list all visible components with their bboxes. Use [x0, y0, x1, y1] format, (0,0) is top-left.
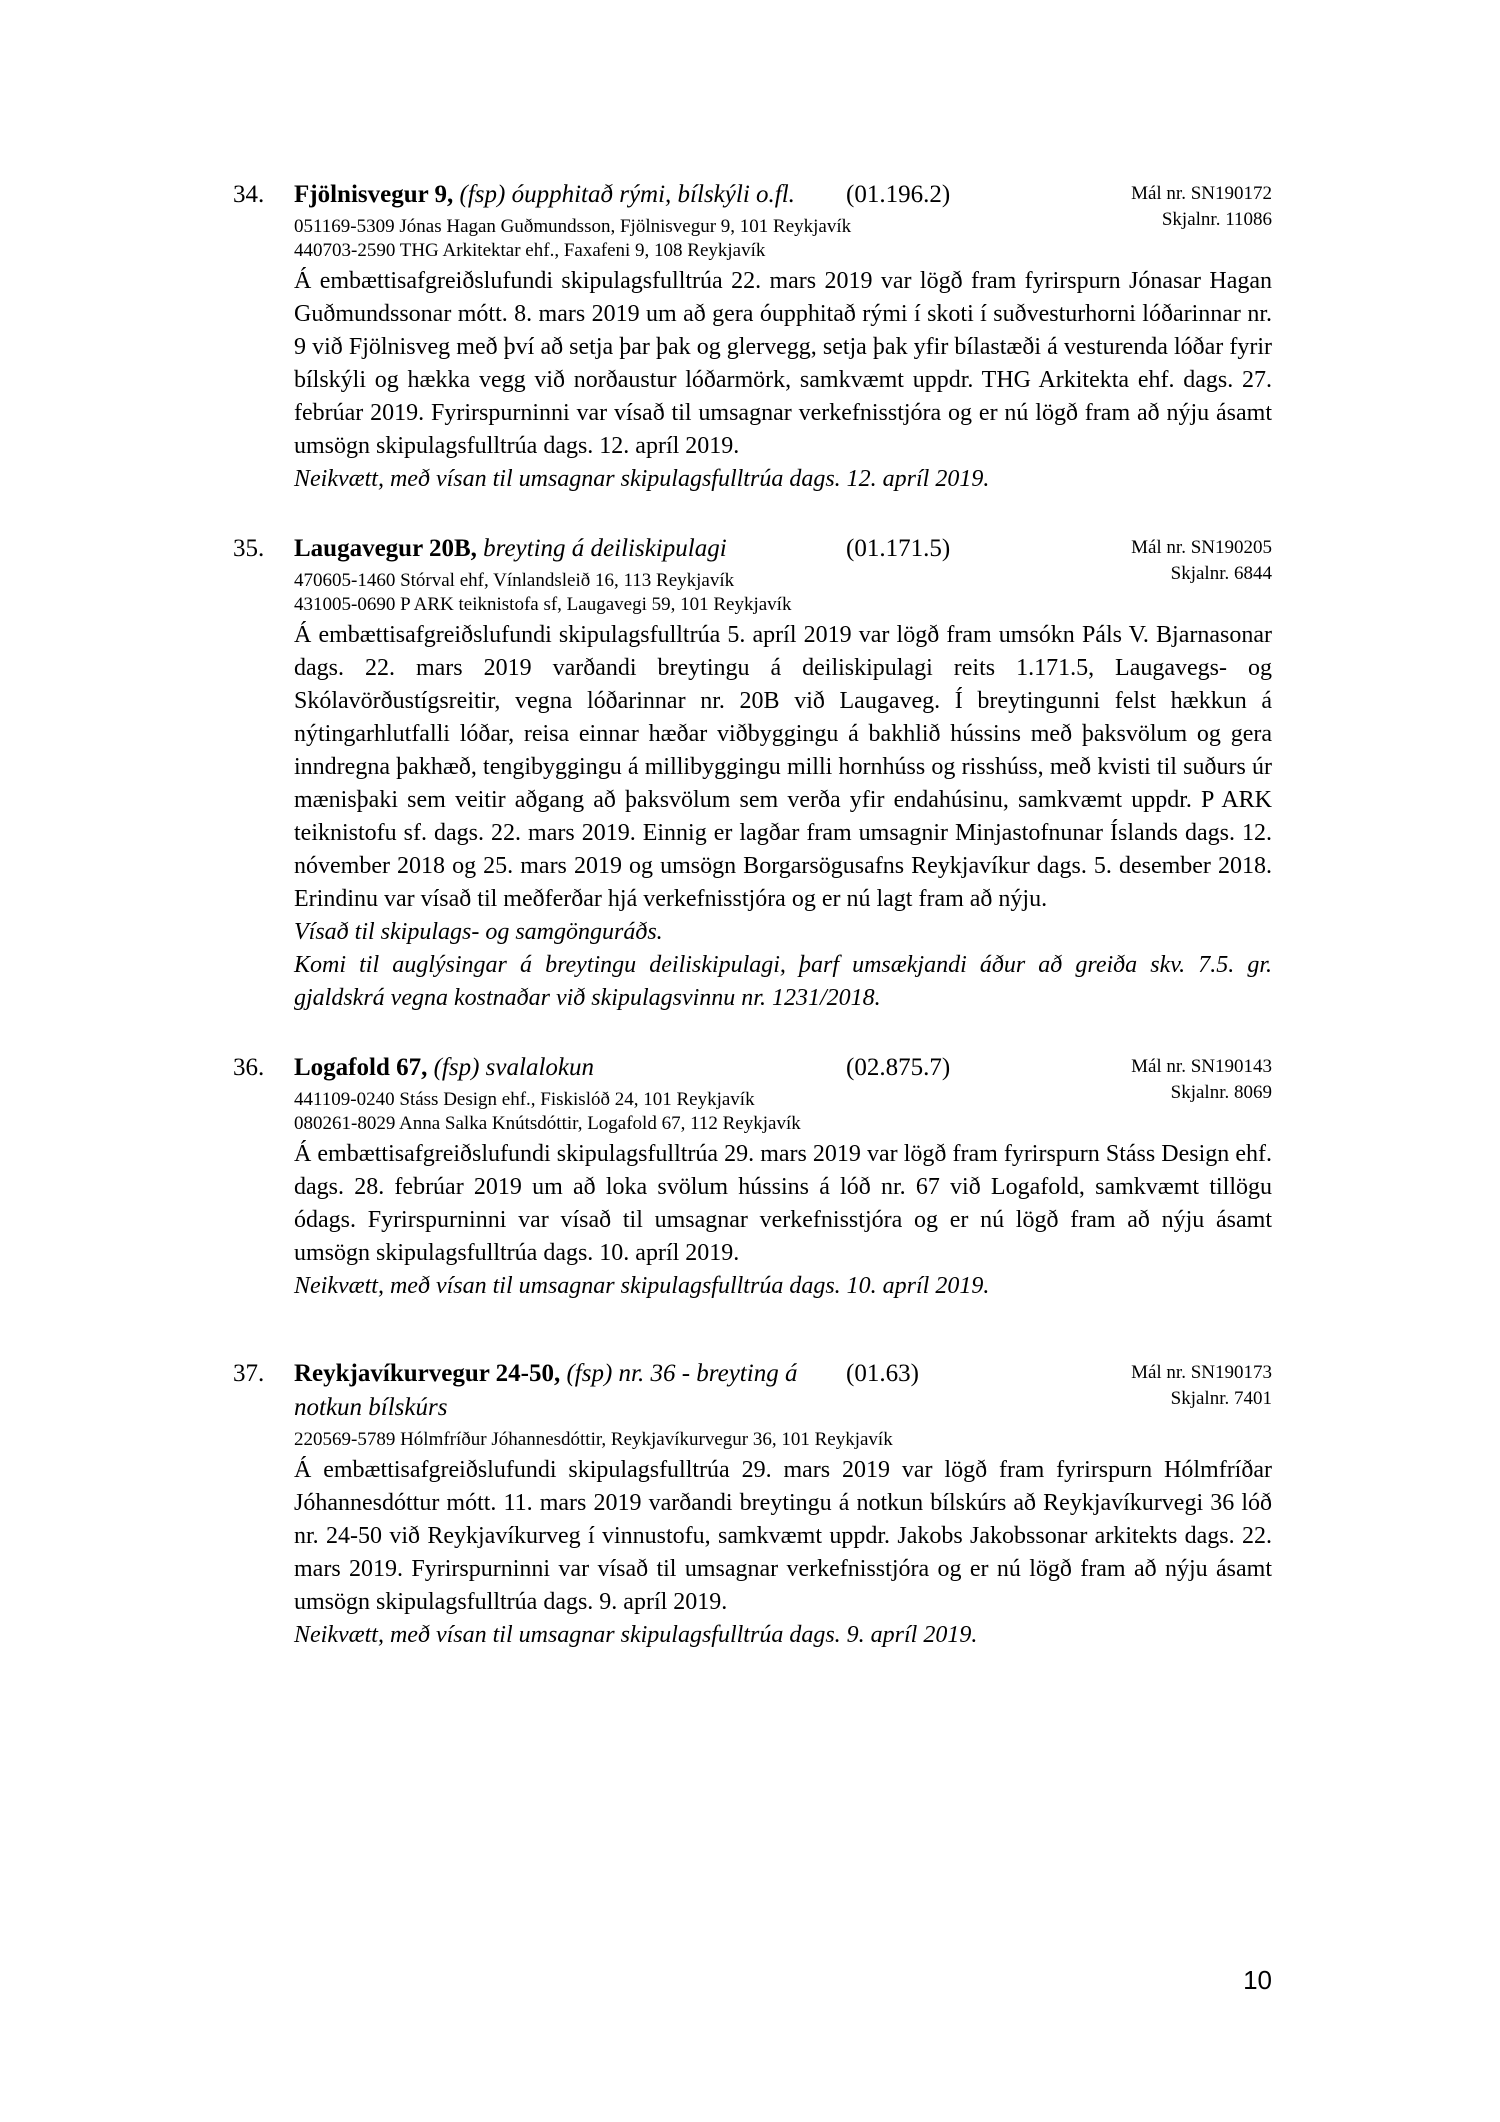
item-content	[294, 532, 1272, 1015]
item-title	[294, 1051, 1272, 1085]
item-number: 36.	[233, 1054, 265, 1081]
item-content	[294, 1357, 1272, 1652]
item-meta	[1131, 1360, 1272, 1412]
item-title-subject: (fsp) óupphitað rými, bílskýli o.fl.	[459, 181, 795, 208]
item-title-address: Reykjavíkurvegur 24-50,	[294, 1360, 561, 1387]
case-number: Mál nr. SN190172	[1131, 183, 1272, 204]
document-number: Skjalnr. 11086	[1161, 209, 1272, 230]
item-decision: Neikvætt, með vísan til umsagnar skipulagsfulltrúa dags. 10. apríl 2019.	[294, 1273, 990, 1299]
agenda-item-34	[233, 178, 1272, 496]
agenda-item-37	[233, 1357, 1272, 1652]
agenda-items-list	[233, 178, 1272, 1652]
item-body-text: Á embættisafgreiðslufundi skipulagsfulltrúa 22. mars 2019 var lögð fram fyrirspurn Jónasar Hagan Guðmundssonar mótt. 8. mars 2019 um að gera óupphitað rými í skoti í suðvesturhorni lóðarinnar nr. 9 við Fjölnisveg með því að setja þar þak og glervegg, setja þak yfir bílastæði á vesturenda lóðar fyrir bílskýli og hækka vegg við norðaustur lóðarmörk, samkvæmt uppdr. THG Arkitekta ehf. dags. 27. febrúar 2019. Fyrirspurninni var vísað til umsagnar verkefnisstjóra og er nú lögð fram að nýju ásamt umsögn skipulagsfulltrúa dags. 12. apríl 2019.	[294, 268, 1272, 459]
document-number: Skjalnr. 8069	[1170, 1082, 1272, 1103]
item-meta	[1131, 181, 1272, 233]
party-line: 080261-8029 Anna Salka Knútsdóttir, Logafold 67, 112 Reykjavík	[294, 1113, 801, 1134]
item-title-subject: (fsp) svalalokun	[433, 1054, 594, 1081]
item-decision: Neikvætt, með vísan til umsagnar skipulagsfulltrúa dags. 9. apríl 2019.	[294, 1622, 978, 1648]
item-title-address: Logafold 67,	[294, 1054, 428, 1081]
item-title-subject: (fsp) nr. 36 - breyting á notkun bílskúrs	[294, 1360, 798, 1421]
item-meta	[1131, 535, 1272, 587]
case-number: Mál nr. SN190173	[1131, 1362, 1272, 1383]
case-number: Mál nr. SN190143	[1131, 1056, 1272, 1077]
item-number: 37.	[233, 1360, 265, 1387]
item-title-address: Laugavegur 20B,	[294, 535, 477, 562]
item-parties	[294, 1428, 1272, 1452]
item-title-text	[294, 532, 854, 566]
case-number: Mál nr. SN190205	[1131, 537, 1272, 558]
item-decision: Vísað til skipulags- og samgönguráðs.	[294, 919, 663, 945]
item-meta	[1131, 1054, 1272, 1106]
item-title	[294, 178, 1272, 212]
item-parties	[294, 215, 1272, 263]
item-plan-code: (01.171.5)	[846, 535, 951, 562]
party-line: 431005-0690 P ARK teiknistofa sf, Laugavegi 59, 101 Reykjavík	[294, 594, 792, 615]
item-parties	[294, 1088, 1272, 1136]
item-title-text	[294, 178, 854, 212]
item-title-address: Fjölnisvegur 9,	[294, 181, 454, 208]
item-plan-code: (01.196.2)	[846, 181, 951, 208]
item-body-text: Á embættisafgreiðslufundi skipulagsfulltrúa 29. mars 2019 var lögð fram fyrirspurn Hólmfríðar Jóhannesdóttur mótt. 11. mars 2019 varðandi breytingu á notkun bílskúrs að Reykjavíkurvegi 36 lóð nr. 24-50 við Reykjavíkurveg í vinnustofu, samkvæmt uppdr. Jakobs Jakobssonar arkitekts dags. 22. mars 2019. Fyrirspurninni var vísað til umsagnar verkefnisstjóra og er nú lögð fram að nýju ásamt umsögn skipulagsfulltrúa dags. 9. apríl 2019.	[294, 1457, 1272, 1615]
party-line: 441109-0240 Stáss Design ehf., Fiskislóð 24, 101 Reykjavík	[294, 1089, 755, 1110]
agenda-item-36	[233, 1051, 1272, 1303]
agenda-item-35	[233, 532, 1272, 1015]
party-line: 220569-5789 Hólmfríður Jóhannesdóttir, Reykjavíkurvegur 36, 101 Reykjavík	[294, 1429, 893, 1450]
document-number: Skjalnr. 7401	[1170, 1388, 1272, 1409]
item-body-text: Á embættisafgreiðslufundi skipulagsfulltrúa 29. mars 2019 var lögð fram fyrirspurn Stáss Design ehf. dags. 28. febrúar 2019 um að loka svölum hússins á lóð nr. 67 við Logafold, samkvæmt tillögu ódags. Fyrirspurninni var vísað til umsagnar verkefnisstjóra og er nú lögð fram að nýju ásamt umsögn skipulagsfulltrúa dags. 10. apríl 2019.	[294, 1141, 1272, 1266]
party-line: 051169-5309 Jónas Hagan Guðmundsson, Fjölnisvegur 9, 101 Reykjavík	[294, 216, 852, 237]
page-number: 10	[1243, 1965, 1272, 1995]
item-plan-code: (01.63)	[846, 1360, 919, 1387]
item-decision: Neikvætt, með vísan til umsagnar skipulagsfulltrúa dags. 12. apríl 2019.	[294, 466, 990, 492]
item-number: 35.	[233, 535, 265, 562]
item-title-subject: breyting á deiliskipulagi	[483, 535, 727, 562]
item-plan-code: (02.875.7)	[846, 1054, 951, 1081]
item-parties	[294, 569, 1272, 617]
item-body-text: Á embættisafgreiðslufundi skipulagsfulltrúa 5. apríl 2019 var lögð fram umsókn Páls V. Bjarnasonar dags. 22. mars 2019 varðandi breytingu á deiliskipulagi reits 1.171.5, Laugavegs- og Skólavörðustígsreitir, vegna lóðarinnar nr. 20B við Laugaveg. Í breytingunni felst hækkun á nýtingarhlutfalli lóðar, reisa einnar hæðar viðbyggingu á bakhlið hússins með þaksvölum og gera inndregna þakhæð, tengibyggingu á millibyggingu milli hornhúss og risshúss, með kvisti til suðurs úr mænisþaki sem veitir aðgang að þaksvölum sem verða yfir endahúsinu, samkvæmt uppdr. P ARK teiknistofu sf. dags. 22. mars 2019. Einnig er lagðar fram umsagnir Minjastofnunar Íslands dags. 12. nóvember 2018 og 25. mars 2019 og umsögn Borgarsögusafns Reykjavíkur dags. 5. desember 2018. Erindinu var vísað til meðferðar hjá verkefnisstjóra og er nú lagt fram að nýju.	[294, 622, 1272, 912]
item-title-text	[294, 1357, 854, 1425]
party-line: 470605-1460 Stórval ehf, Vínlandsleið 16, 113 Reykjavík	[294, 570, 735, 591]
item-title-text	[294, 1051, 854, 1085]
item-decision: Komi til auglýsingar á breytingu deiliskipulagi, þarf umsækjandi áður að greiða skv. 7.5. gr. gjaldskrá vegna kostnaðar við skipulagsvinnu nr. 1231/2018.	[294, 952, 1272, 1011]
item-content	[294, 1051, 1272, 1303]
item-number: 34.	[233, 181, 265, 208]
document-number: Skjalnr. 6844	[1170, 563, 1272, 584]
item-content	[294, 178, 1272, 496]
party-line: 440703-2590 THG Arkitektar ehf., Faxafeni 9, 108 Reykjavík	[294, 240, 766, 261]
item-title	[294, 1357, 1272, 1425]
item-title	[294, 532, 1272, 566]
